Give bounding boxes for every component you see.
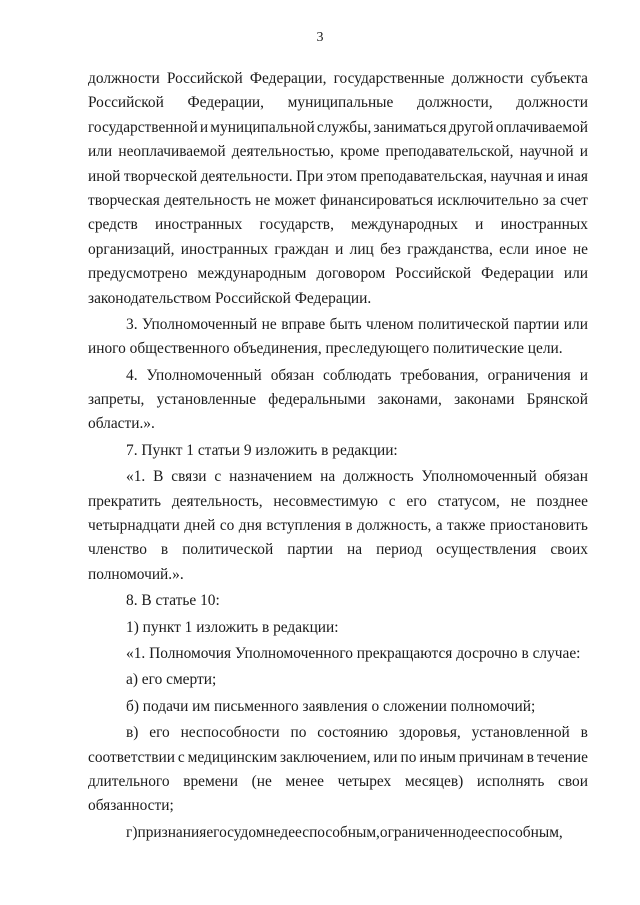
word: преподавательская,: [360, 167, 487, 185]
word: с: [177, 748, 185, 766]
word: б) подачи им письменного заявления о сложении полномочий;: [126, 697, 536, 715]
word: без: [380, 240, 401, 258]
word: членом: [366, 315, 414, 333]
text-line: [88, 313, 588, 337]
word: должность,: [356, 517, 432, 535]
word: государственные: [333, 70, 445, 87]
word: его: [406, 492, 427, 510]
paragraph: [88, 821, 588, 845]
word: членство: [88, 541, 147, 559]
word: (не: [251, 772, 272, 790]
word: иностранных: [180, 240, 269, 258]
word: финансироваться: [319, 191, 434, 209]
text-line: [88, 364, 588, 388]
word: иное: [535, 240, 567, 258]
word: недееспособным,: [265, 823, 380, 841]
word: на: [320, 468, 336, 486]
word: иной: [88, 167, 121, 185]
word: «1.: [126, 468, 146, 486]
word: При: [296, 167, 324, 185]
word: организаций,: [88, 240, 175, 258]
word: обязан: [544, 468, 588, 486]
word: иным: [419, 748, 456, 766]
paragraph: [88, 721, 588, 819]
word: установленной: [471, 724, 570, 742]
word: должности: [451, 70, 524, 87]
word: за: [542, 191, 556, 209]
word: установленные: [156, 391, 257, 409]
word: назначением: [229, 468, 313, 486]
text-line: [88, 465, 588, 489]
word: а) его смерти;: [126, 671, 217, 689]
paragraph: [88, 589, 588, 613]
word: и: [545, 167, 555, 185]
word: если: [499, 240, 530, 258]
word: осуществления: [436, 541, 537, 559]
word: приостановить: [489, 517, 588, 535]
word: не: [572, 240, 588, 258]
word: прекратить: [88, 492, 162, 510]
word: «1. Полномочия Уполномоченного прекращаются досрочно в случае:: [126, 644, 581, 662]
word: своих: [550, 541, 588, 559]
word: Брянской: [526, 391, 588, 409]
word: иностранных: [500, 216, 588, 234]
word: 1) пункт 1 изложить в редакции:: [126, 618, 339, 636]
text-line: [88, 189, 588, 213]
word: Уполномоченный: [421, 468, 537, 486]
text-line: [88, 140, 588, 164]
word: в): [126, 724, 139, 742]
word: обязан: [270, 366, 315, 384]
word: деятельность: [164, 191, 251, 209]
word: федеральными: [268, 391, 366, 409]
word: четырнадцати: [88, 517, 180, 535]
text-line: [88, 213, 588, 237]
word: соблюдать: [323, 366, 392, 384]
word: и: [199, 118, 209, 136]
word: законодательством Российской Федерации.: [88, 289, 372, 307]
text-line: [88, 439, 588, 463]
word: должности: [516, 94, 588, 112]
word: а: [435, 517, 443, 535]
word: соответствии: [88, 748, 175, 766]
text-line: [88, 388, 588, 412]
word: муниципальные: [287, 94, 394, 112]
word: исполнять: [476, 772, 545, 790]
word: 8. В статье 10:: [126, 592, 220, 610]
word: состоянию: [317, 724, 388, 742]
word: В: [153, 468, 164, 486]
word: свои: [558, 772, 588, 790]
text-line: [88, 821, 588, 845]
word: Федерации,: [187, 94, 265, 112]
text-line: [88, 116, 588, 140]
word: Российской: [88, 94, 164, 112]
word: судом: [227, 823, 266, 841]
text-line: [88, 616, 588, 640]
word: государств,: [259, 216, 334, 234]
word: и: [475, 216, 484, 234]
text-line: [88, 514, 588, 538]
text-line: [88, 563, 588, 587]
word: г): [126, 823, 138, 841]
word: деятельность,: [171, 492, 263, 510]
word: в: [580, 724, 588, 742]
word: иностранных: [155, 216, 243, 234]
word: или: [563, 315, 588, 333]
word: несовместимую: [273, 492, 379, 510]
word: его: [206, 823, 228, 841]
text-line: [88, 91, 588, 115]
paragraph: [88, 465, 588, 587]
word: деятельности.: [200, 167, 293, 185]
word: статусом,: [437, 492, 500, 510]
word: течение: [536, 748, 588, 766]
word: требования,: [400, 366, 479, 384]
text-line: [88, 287, 588, 311]
paragraph: [88, 67, 588, 311]
word: политической: [418, 315, 510, 333]
word: творческая: [88, 191, 160, 209]
word: этом: [326, 167, 357, 185]
word: ограничения: [487, 366, 571, 384]
paragraph: [88, 364, 588, 437]
paragraph: [88, 642, 588, 666]
word: договором: [316, 265, 386, 283]
word: позднее: [536, 492, 588, 510]
word: международным: [197, 265, 307, 283]
word: Федерации,: [249, 70, 327, 87]
text-line: [88, 262, 588, 286]
word: неоплачиваемой: [118, 143, 226, 161]
word: Уполномоченный: [141, 315, 258, 333]
text-line: [88, 746, 588, 770]
word: четырех: [337, 772, 392, 790]
text-line: [88, 770, 588, 794]
word: политической: [182, 541, 274, 559]
word: международных: [351, 216, 458, 234]
word: медицинским: [187, 748, 278, 766]
word: партии: [287, 541, 333, 559]
word: может: [274, 191, 316, 209]
paragraph: [88, 616, 588, 640]
word: лиц: [349, 240, 374, 258]
text-line: [88, 794, 588, 818]
word: не: [510, 492, 526, 510]
text-line: [88, 721, 588, 745]
word: счет: [560, 191, 588, 209]
word: по: [290, 724, 307, 742]
word: по: [400, 748, 417, 766]
word: средств: [88, 216, 138, 234]
word: времени: [183, 772, 239, 790]
word: и: [579, 143, 588, 161]
text-line: [88, 490, 588, 514]
text-line: [88, 337, 588, 361]
word: иного общественного объединения, преследующего политические цели.: [88, 340, 563, 358]
word: предусмотрено: [88, 265, 188, 283]
word: вправе: [281, 315, 326, 333]
word: его: [149, 724, 170, 742]
word: муниципальной: [210, 118, 315, 136]
word: период: [376, 541, 423, 559]
word: обязанности;: [88, 797, 174, 815]
word: Федерации: [481, 265, 554, 283]
word: и: [579, 366, 588, 384]
word: должности,: [416, 94, 493, 112]
word: на: [346, 541, 363, 559]
word: менее: [285, 772, 324, 790]
text-line: [88, 165, 588, 189]
word: законами,: [377, 391, 442, 409]
word: дееспособным,: [463, 823, 563, 841]
word: гражданства,: [407, 240, 493, 258]
word: иная: [557, 167, 588, 185]
word: государственной: [88, 118, 198, 136]
word: 7. Пункт 1 статьи 9 изложить в редакции:: [126, 441, 398, 459]
word: оплачиваемой: [495, 118, 588, 136]
text-line: [88, 642, 588, 666]
page-number: 3: [316, 30, 324, 45]
word: субъекта: [530, 70, 588, 87]
text-line: [88, 412, 588, 436]
word: причинам: [458, 748, 524, 766]
word: и: [335, 240, 344, 258]
word: в: [160, 541, 169, 559]
word: заниматься: [373, 118, 447, 136]
word: партии: [513, 315, 560, 333]
word: научной: [519, 143, 574, 161]
text-line: [88, 668, 588, 692]
word: деятельностью,: [231, 143, 335, 161]
word: также: [447, 517, 486, 535]
word: кроме: [340, 143, 380, 161]
word: с: [388, 492, 396, 510]
word: должности: [88, 70, 160, 87]
word: признания: [137, 823, 207, 841]
word: Российской: [395, 265, 472, 283]
text-line: [88, 538, 588, 562]
paragraph: [88, 668, 588, 692]
word: 3.: [126, 315, 138, 333]
word: творческой: [123, 167, 198, 185]
word: быть: [329, 315, 362, 333]
word: в: [345, 517, 353, 535]
word: научная: [490, 167, 543, 185]
word: связи: [171, 468, 207, 486]
paragraph: [88, 313, 588, 362]
text-line: [88, 238, 588, 262]
word: или: [563, 265, 588, 283]
word: преподавательской,: [385, 143, 514, 161]
word: или: [88, 143, 113, 161]
word: в: [526, 748, 534, 766]
paragraph: [88, 695, 588, 719]
word: с: [214, 468, 222, 486]
word: месяцев): [404, 772, 464, 790]
word: полномочий.».: [88, 565, 184, 583]
word: заключением,: [280, 748, 371, 766]
paragraph: [88, 439, 588, 463]
word: 4.: [126, 366, 138, 384]
word: или: [373, 748, 398, 766]
word: другой: [448, 118, 494, 136]
word: дней: [184, 517, 216, 535]
text-line: [88, 67, 588, 91]
word: службы,: [316, 118, 372, 136]
word: здоровья,: [398, 724, 461, 742]
text-line: [88, 695, 588, 719]
word: Российской: [166, 70, 243, 87]
word: со: [219, 517, 235, 535]
word: неспособности: [180, 724, 280, 742]
word: ограниченно: [379, 823, 464, 841]
word: вступления: [266, 517, 341, 535]
word: не: [261, 315, 277, 333]
text-line: [88, 589, 588, 613]
word: запреты,: [88, 391, 145, 409]
word: Уполномоченный: [146, 366, 262, 384]
word: области.».: [88, 415, 155, 433]
word: длительного: [88, 772, 170, 790]
word: исключительно: [437, 191, 539, 209]
word: законами: [454, 391, 515, 409]
document-body: [88, 67, 588, 845]
word: не: [255, 191, 271, 209]
word: дня: [238, 517, 262, 535]
word: граждан: [274, 240, 329, 258]
word: должность: [343, 468, 414, 486]
